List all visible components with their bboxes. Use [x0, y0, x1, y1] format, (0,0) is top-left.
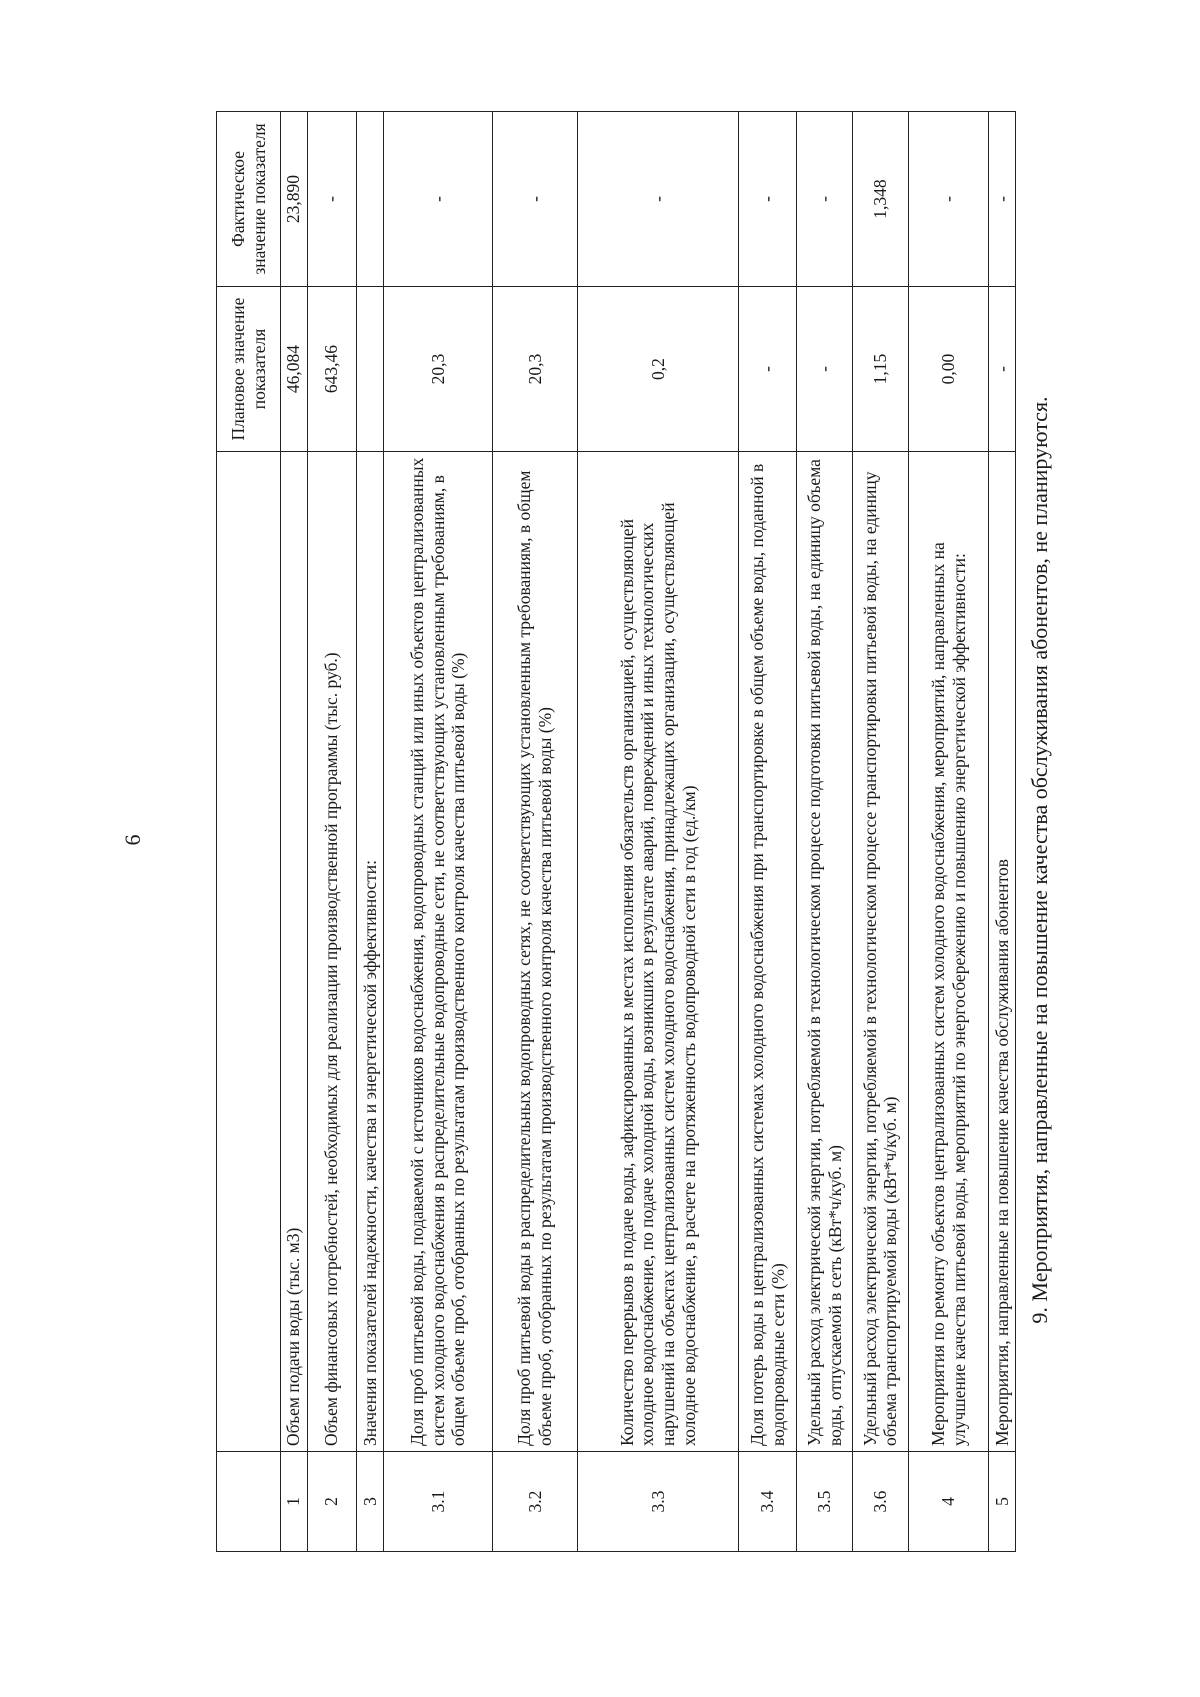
row-plan: 1,15 [852, 287, 908, 452]
row-fact: - [307, 112, 357, 287]
row-plan: 643,46 [307, 287, 357, 452]
footer-note: 9. Мероприятия, направленные на повышение качества обслуживания абонентов, не планируются. [1027, 396, 1052, 1324]
table-row [989, 112, 1016, 1552]
row-fact: 1,348 [852, 112, 908, 287]
row-plan: 0,00 [908, 287, 989, 452]
row-num: 3.5 [797, 1452, 853, 1552]
row-desc: Мероприятия, направленные на повышение качества обслуживания абонентов [989, 452, 1016, 1452]
row-num: 4 [908, 1452, 989, 1552]
row-num: 1 [281, 1452, 308, 1552]
row-num: 3.1 [383, 1452, 493, 1552]
row-fact: - [797, 112, 853, 287]
row-desc: Объем подачи воды (тыс. м3) [281, 452, 308, 1452]
header-desc [217, 452, 281, 1452]
header-fact: Фактическое значение показателя [217, 112, 281, 287]
table-row [577, 112, 738, 1552]
table-row [357, 112, 384, 1552]
row-fact: 23,890 [281, 112, 308, 287]
row-num: 2 [307, 1452, 357, 1552]
row-fact: - [383, 112, 493, 287]
row-num: 3 [357, 1452, 384, 1552]
row-desc: Доля проб питьевой воды в распределительных водопроводных сетях, не соответствующих установленным требованиям, в общем объеме проб, отобранных по результатам производственного контроля качества питьевой воды (%) [493, 452, 578, 1452]
table-row [383, 112, 493, 1552]
table-header-row [217, 112, 281, 1552]
row-plan: 0,2 [577, 287, 738, 452]
row-num: 5 [989, 1452, 1016, 1552]
row-fact [357, 112, 384, 287]
row-desc: Доля потерь воды в централизованных системах холодного водоснабжения при транспортировке в общем объеме воды, поданной в водопроводные сети (%) [739, 452, 797, 1452]
table-row [281, 112, 308, 1552]
row-desc: Доля проб питьевой воды, подаваемой с источников водоснабжения, водопроводных станций или иных объектов централизованных систем холодного водоснабжения в распределительные водопроводные сети, не соответствующих установленным требованиям, в общем объеме проб, отобранных по результатам производственного контроля качества питьевой воды (%) [383, 452, 493, 1452]
row-plan: 20,3 [493, 287, 578, 452]
header-plan: Плановое значение показателя [217, 287, 281, 452]
header-num [217, 1452, 281, 1552]
row-fact: - [739, 112, 797, 287]
table-row [852, 112, 908, 1552]
table-row [908, 112, 989, 1552]
row-plan: - [989, 287, 1016, 452]
row-num: 3.4 [739, 1452, 797, 1552]
row-plan: - [739, 287, 797, 452]
indicators-table-container [216, 112, 1016, 1552]
row-plan [357, 287, 384, 452]
row-desc: Удельный расход электрической энергии, потребляемой в технологическом процессе подготовки питьевой воды, на единицу объема воды, отпускаемой в сеть (кВт*ч/куб. м) [797, 452, 853, 1452]
row-num: 3.3 [577, 1452, 738, 1552]
row-desc: Удельный расход электрической энергии, потребляемой в технологическом процессе транспортировки питьевой воды, на единицу объема транспортируемой воды (кВт*ч/куб. м) [852, 452, 908, 1452]
row-desc: Количество перерывов в подаче воды, зафиксированных в местах исполнения обязательств организацией, осуществляющей холодное водоснабжение, по подаче холодной воды, возникших в результате аварий, повреждений и иных технологических нарушений на объектах централизованных систем холодного водоснабжения, принадлежащих организации, осуществляющей холодное водоснабжение, в расчете на протяженность водопроводной сети в год (ед./км) [577, 452, 738, 1452]
indicators-table [216, 111, 1016, 1552]
row-fact: - [908, 112, 989, 287]
table-row [797, 112, 853, 1552]
row-num: 3.6 [852, 1452, 908, 1552]
row-num: 3.2 [493, 1452, 578, 1552]
row-fact: - [577, 112, 738, 287]
row-plan: - [797, 287, 853, 452]
row-fact: - [989, 112, 1016, 287]
row-plan: 46,084 [281, 287, 308, 452]
row-desc: Значения показателей надежности, качества и энергетической эффективности: [357, 452, 384, 1452]
row-desc: Объем финансовых потребностей, необходимых для реализации производственной программы (тыс. руб.) [307, 452, 357, 1452]
table-row [739, 112, 797, 1552]
row-desc: Мероприятия по ремонту объектов централизованных систем холодного водоснабжения, мероприятий, направленных на улучшение качества питьевой воды, мероприятий по энергосбережению и повышению энергетической эффективности: [908, 452, 989, 1452]
table-row [307, 112, 357, 1552]
row-fact: - [493, 112, 578, 287]
row-plan: 20,3 [383, 287, 493, 452]
page-number: 6 [120, 834, 145, 846]
table-row [493, 112, 578, 1552]
